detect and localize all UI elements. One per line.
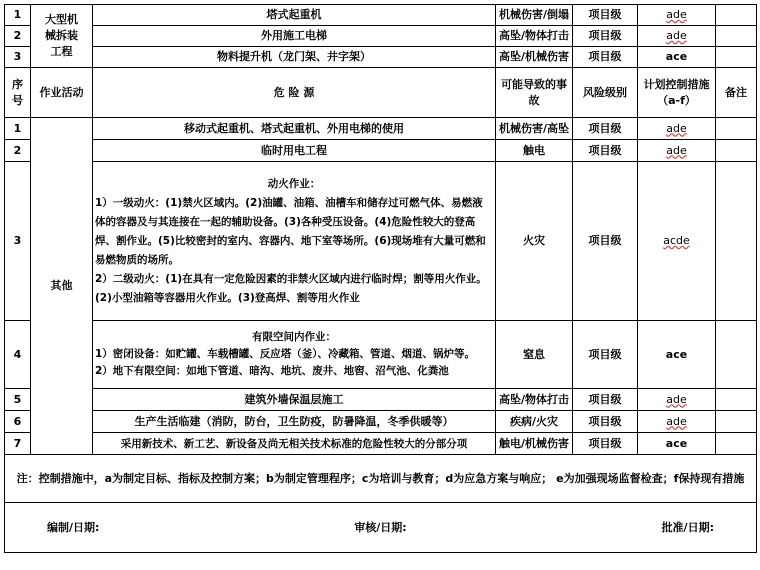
remark-cell (716, 5, 757, 26)
level-cell: 项目级 (573, 26, 638, 47)
accident-cell: 高坠/机械伤害 (496, 47, 573, 68)
remark-cell (716, 47, 757, 68)
hazard-cell: 生产生活临建（消防，防台，卫生防疫，防暑降温，冬季供暖等） (93, 411, 496, 433)
hazard-cell: 塔式起重机 (93, 5, 496, 26)
hazard-cell: 外用施工电梯 (93, 26, 496, 47)
hazard-cell: 动火作业： 1）一级动火：(1)禁火区域内。(2)油罐、油箱、油槽车和储存过可燃气体、易燃液体的容器及与其连接在一起的辅助设备。(3)各种受压设备。(4)危险性较大的登高焊、割作业。(5)比较密封的室内、容器内、地下室等场所。(6)现场堆有大量可燃和易燃物质的场所。 2）二级动火：(1)在具有一定危险因素的非禁火区域内进行临时焊；割等用火作业。(2)小型油箱等容器用火作业。(3)登高焊、割等用火作业 (93, 162, 496, 321)
remark-cell (716, 162, 757, 321)
level-cell: 项目级 (573, 411, 638, 433)
hazard-risk-table (4, 4, 757, 553)
accident-cell: 触电 (496, 140, 573, 162)
hazard-cell: 有限空间内作业： 1）密闭设备：如贮罐、车载槽罐、反应塔（釜）、冷藏箱、管道、烟道、锅炉等。 2）地下有限空间：如地下管道、暗沟、地坑、废井、地窖、沼气池、化粪池 (93, 321, 496, 389)
remark-cell (716, 26, 757, 47)
remark-cell (716, 411, 757, 433)
table-row (5, 411, 757, 433)
level-cell: 项目级 (573, 433, 638, 455)
activity-cell: 大型机 械拆装 工程 (31, 5, 93, 68)
row-number: 2 (5, 26, 31, 47)
accident-cell: 窒息 (496, 321, 573, 389)
table-row (5, 433, 757, 455)
header-no: 序号 (5, 68, 31, 118)
reviewed-by-label: 审核/日期: (354, 520, 407, 534)
accident-cell: 机械伤害/高坠 (496, 118, 573, 140)
row-number: 5 (5, 389, 31, 411)
accident-cell: 机械伤害/倒塌 (496, 5, 573, 26)
header-remark: 备注 (716, 68, 757, 118)
level-cell: 项目级 (573, 162, 638, 321)
note-row (5, 455, 757, 503)
remark-cell (716, 321, 757, 389)
measures-cell: acde (638, 162, 716, 321)
accident-cell: 疾病/火灾 (496, 411, 573, 433)
accident-cell: 触电/机械伤害 (496, 433, 573, 455)
accident-cell: 火灾 (496, 162, 573, 321)
level-cell: 项目级 (573, 5, 638, 26)
table-row (5, 47, 757, 68)
measures-cell: ade (638, 26, 716, 47)
header-measures: 计划控制措施（a-f） (638, 68, 716, 118)
level-cell: 项目级 (573, 321, 638, 389)
measures-cell: ace (638, 433, 716, 455)
hazard-cell: 移动式起重机、塔式起重机、外用电梯的使用 (93, 118, 496, 140)
measures-cell: ade (638, 140, 716, 162)
level-cell: 项目级 (573, 140, 638, 162)
level-cell: 项目级 (573, 389, 638, 411)
table-row (5, 321, 757, 389)
remark-cell (716, 118, 757, 140)
prepared-by-label: 编制/日期: (47, 520, 100, 534)
hazard-cell: 采用新技术、新工艺、新设备及尚无相关技术标准的危险性较大的分部分项 (93, 433, 496, 455)
row-number: 3 (5, 162, 31, 321)
row-number: 1 (5, 118, 31, 140)
row-number: 2 (5, 140, 31, 162)
row-number: 3 (5, 47, 31, 68)
measures-cell: ace (638, 47, 716, 68)
header-accident: 可能导致的事故 (496, 68, 573, 118)
measures-cell: ade (638, 5, 716, 26)
measures-cell: ade (638, 389, 716, 411)
hazard-cell: 建筑外墙保温层施工 (93, 389, 496, 411)
measures-cell: ade (638, 411, 716, 433)
approved-by-label: 批准/日期: (661, 520, 714, 534)
level-cell: 项目级 (573, 47, 638, 68)
table-row (5, 5, 757, 26)
hazard-cell: 临时用电工程 (93, 140, 496, 162)
signature-row (5, 503, 757, 553)
signature-cell (5, 503, 757, 553)
measures-cell: ade (638, 118, 716, 140)
control-measures-note: 注：控制措施中，a为制定目标、指标及控制方案；b为制定管理程序；c为培训与教育；d为应急方案与响应； e为加强现场监督检查；f保持现有措施 (5, 455, 757, 503)
measures-cell: ace (638, 321, 716, 389)
table-row (5, 26, 757, 47)
table-row (5, 118, 757, 140)
row-number: 6 (5, 411, 31, 433)
table-row (5, 140, 757, 162)
row-number: 7 (5, 433, 31, 455)
table-row (5, 162, 757, 321)
header-hazard: 危 险 源 (93, 68, 496, 118)
remark-cell (716, 433, 757, 455)
header-activity: 作业活动 (31, 68, 93, 118)
accident-cell: 高坠/物体打击 (496, 26, 573, 47)
table-header-row (5, 68, 757, 118)
level-cell: 项目级 (573, 118, 638, 140)
remark-cell (716, 389, 757, 411)
table-row (5, 389, 757, 411)
row-number: 1 (5, 5, 31, 26)
header-level: 风险级别 (573, 68, 638, 118)
accident-cell: 高坠/物体打击 (496, 389, 573, 411)
hazard-cell: 物料提升机（龙门架、井字架） (93, 47, 496, 68)
row-number: 4 (5, 321, 31, 389)
remark-cell (716, 140, 757, 162)
activity-cell: 其他 (31, 118, 93, 455)
